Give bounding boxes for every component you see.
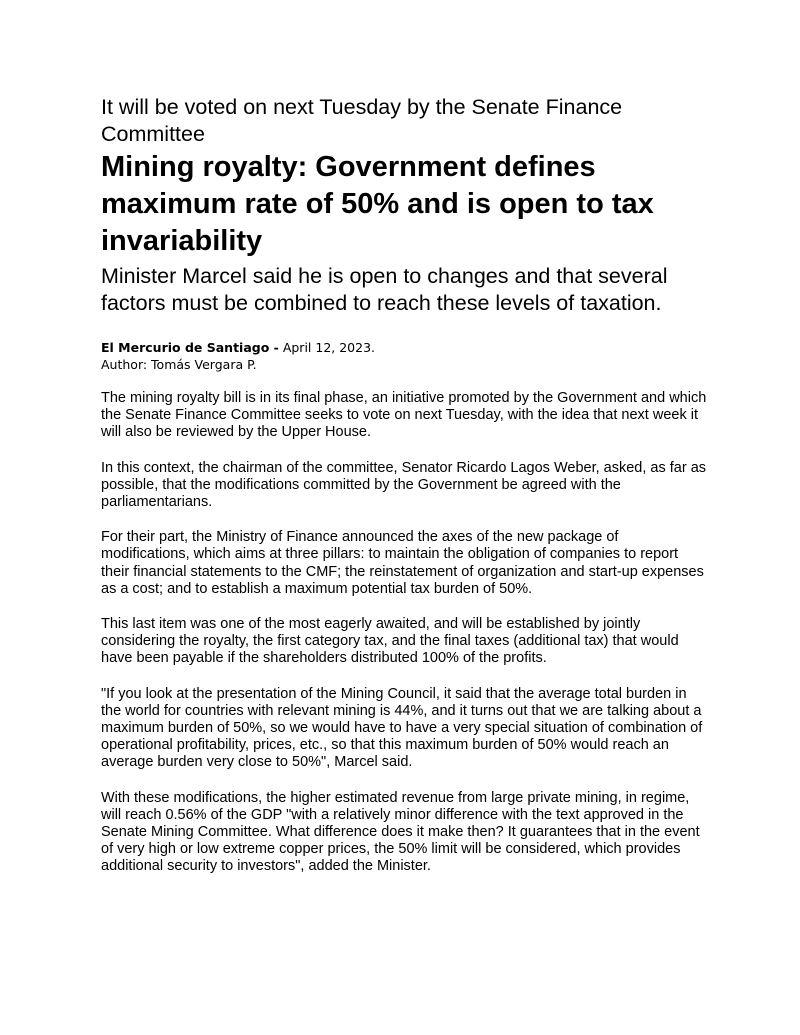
- paragraph: The mining royalty bill is in its final phase, an initiative promoted by the Government and which the Senate Finance Committee seeks to vote on next Tuesday, with the idea that next week it will also be reviewed by the Upper House.: [101, 390, 707, 441]
- source-name: El Mercurio de Santiago -: [101, 340, 279, 355]
- source-line: [101, 339, 707, 356]
- article-kicker: It will be voted on next Tuesday by the Senate Finance Committee: [101, 95, 623, 146]
- paragraph: For their part, the Ministry of Finance announced the axes of the new package of modifications, which aims at three pillars: to maintain the obligation of companies to report their financial statements to the CMF; the reinstatement of organization and start-up expenses as a cost; and to establish a maximum potential tax burden of 50%.: [101, 529, 704, 597]
- paragraph: "If you look at the presentation of the Mining Council, it said that the average total burden in the world for countries with relevant mining is 44%, and it turns out that we are talking about a maximum burden of 50%, so we would have to have a very special situation of combination of operational profitability, prices, etc., so that this maximum burden of 50% would reach an average burden very close to 50%", Marcel said.: [101, 685, 703, 771]
- byline: [101, 339, 707, 373]
- author-line: Author: Tomás Vergara P.: [101, 357, 257, 372]
- article: [101, 94, 707, 894]
- paragraph: This last item was one of the most eagerly awaited, and will be established by jointly considering the royalty, the first category tax, and the final taxes (additional tax) that would have been payable if the shareholders distributed 100% of the profits.: [101, 616, 679, 667]
- article-subtitle: Minister Marcel said he is open to changes and that several factors must be combined to reach these levels of taxation.: [101, 264, 668, 315]
- article-body: [101, 390, 707, 876]
- paragraph: With these modifications, the higher estimated revenue from large private mining, in regime, will reach 0.56% of the GDP "with a relatively minor difference with the text approved in the Senate Mining Committee. What difference does it make then? It guarantees that in the event of very high or low extreme copper prices, the 50% limit will be considered, which provides additional security to investors", added the Minister.: [101, 789, 700, 875]
- paragraph: In this context, the chairman of the committee, Senator Ricardo Lagos Weber, asked, as far as possible, that the modifications committed by the Government be agreed with the parliamentarians.: [101, 459, 707, 511]
- publish-date: April 12, 2023.: [278, 340, 375, 355]
- article-headline: Mining royalty: Government defines maximum rate of 50% and is open to tax invariability: [101, 151, 654, 257]
